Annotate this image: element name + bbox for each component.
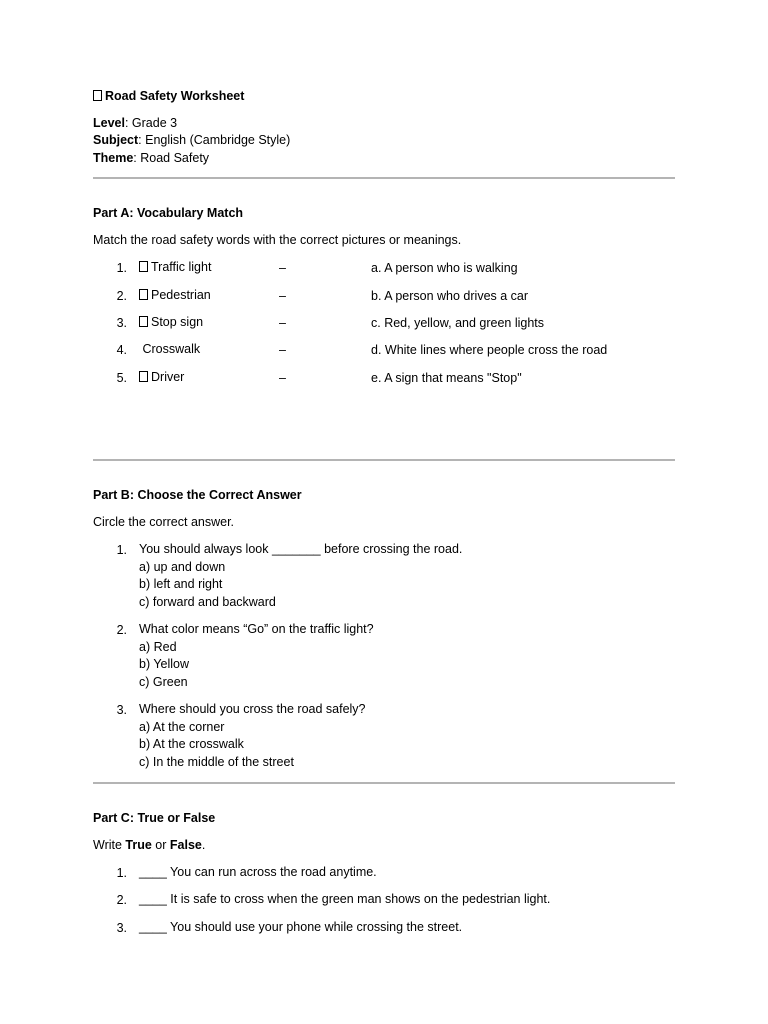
- answer-option: a) Red: [139, 639, 177, 654]
- item-number: 1.: [116, 866, 127, 880]
- vocab-meaning: b. A person who drives a car: [371, 289, 529, 303]
- question-text: What color means “Go” on the traffic light?: [139, 622, 374, 636]
- vocab-word: Pedestrian: [139, 287, 211, 305]
- match-dash: –: [279, 316, 286, 330]
- part-a-instruction: Match the road safety words with the correct pictures or meanings.: [93, 233, 462, 247]
- vocab-meaning: a. A person who is walking: [371, 261, 518, 275]
- answer-option: a) up and down: [139, 559, 226, 574]
- vocab-meaning: c. Red, yellow, and green lights: [371, 316, 545, 330]
- question-text: You should always look _______ before crossing the road.: [139, 542, 463, 556]
- missing-glyph-icon: [139, 316, 148, 327]
- part-b-instruction: Circle the correct answer.: [93, 515, 235, 529]
- item-number: 5.: [116, 371, 127, 385]
- item-number: 4.: [116, 343, 127, 357]
- answer-option: b) left and right: [139, 577, 223, 591]
- question-number: 2.: [116, 623, 127, 637]
- part-b-heading: Part B: Choose the Correct Answer: [93, 488, 302, 502]
- item-number: 2.: [116, 893, 127, 907]
- match-dash: –: [279, 261, 286, 275]
- statement-text: ____ You should use your phone while crossing the street.: [139, 920, 463, 934]
- match-dash: –: [279, 289, 286, 303]
- answer-option: c) forward and backward: [139, 594, 276, 609]
- missing-glyph-icon: [139, 371, 148, 382]
- vocab-word: Driver: [139, 369, 184, 387]
- theme-line: Theme: Road Safety: [93, 151, 210, 165]
- answer-option: c) In the middle of the street: [139, 754, 294, 769]
- item-number: 1.: [116, 261, 127, 275]
- match-dash: –: [279, 343, 286, 357]
- missing-glyph-icon: [139, 289, 148, 300]
- part-a-heading: Part A: Vocabulary Match: [93, 206, 244, 220]
- item-number: 3.: [116, 921, 127, 935]
- item-number: 2.: [116, 289, 127, 303]
- worksheet-title: Road Safety Worksheet: [93, 88, 244, 104]
- section-divider: [93, 782, 675, 784]
- answer-option: b) At the crosswalk: [139, 737, 244, 751]
- question-block: [139, 621, 374, 691]
- section-divider: [93, 177, 675, 179]
- question-number: 3.: [116, 703, 127, 717]
- answer-option: c) Green: [139, 674, 188, 689]
- level-line: Level: Grade 3: [93, 116, 178, 130]
- answer-option: b) Yellow: [139, 657, 190, 671]
- vocab-word: Stop sign: [139, 314, 203, 332]
- vocab-word: Traffic light: [139, 259, 211, 277]
- vocab-meaning: d. White lines where people cross the road: [371, 343, 608, 357]
- question-block: [139, 701, 366, 771]
- question-number: 1.: [116, 543, 127, 557]
- question-block: [139, 541, 462, 611]
- vocab-word: Crosswalk: [139, 342, 201, 356]
- match-dash: –: [279, 371, 286, 385]
- missing-glyph-icon: [139, 261, 148, 272]
- answer-option: a) At the corner: [139, 719, 225, 734]
- question-text: Where should you cross the road safely?: [139, 702, 366, 716]
- subject-line: Subject: English (Cambridge Style): [93, 133, 291, 147]
- statement-text: ____ You can run across the road anytime.: [139, 865, 377, 879]
- item-number: 3.: [116, 316, 127, 330]
- section-divider: [93, 459, 675, 461]
- vocab-meaning: e. A sign that means "Stop": [371, 371, 522, 385]
- part-c-heading: Part C: True or False: [93, 811, 216, 825]
- statement-text: ____ It is safe to cross when the green man shows on the pedestrian light.: [139, 892, 551, 906]
- missing-glyph-icon: [93, 90, 102, 101]
- part-c-instruction: Write True or False.: [93, 838, 206, 852]
